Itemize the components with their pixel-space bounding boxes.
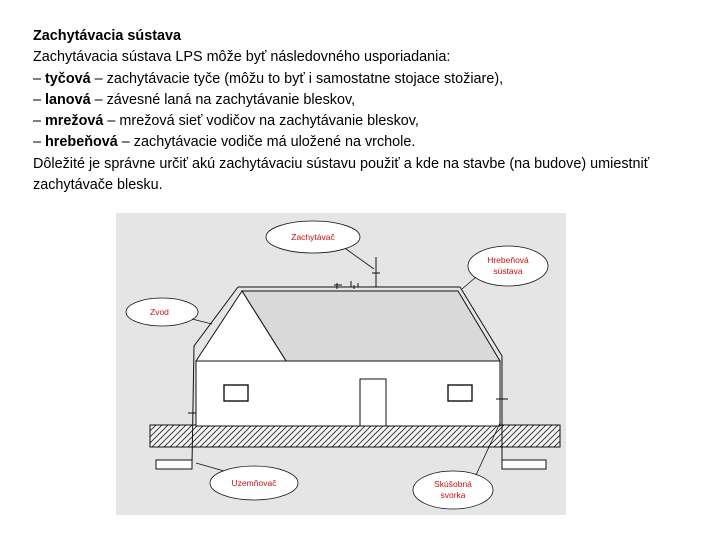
heading: Zachytávacia sústava [33,28,181,44]
earth-plate-right [502,460,546,469]
house-roof [242,291,500,361]
label-earthing: Uzemňovač [231,478,277,488]
label-ridge-system-2: sústava [493,266,523,276]
lps-diagram-svg [116,213,566,515]
ground-layer [150,425,560,447]
list-term: hrebeňová [45,134,118,151]
window-right [448,385,472,401]
list-item [33,69,703,90]
list-description: – zachytávacie tyče (môžu to byť i samostatne stojace stožiare), [90,70,504,87]
label-test-clamp-1: Skúšobná [434,479,472,489]
list-term: mrežová [45,113,104,130]
intro-text: Zachytávacia sústava LPS môže byť následovného usporiadania: [33,49,451,66]
door [360,379,386,426]
list-term: tyčová [45,70,91,87]
label-ridge-system-1: Hrebeňová [487,255,529,265]
list-description: – závesné laná na zachytávanie bleskov, [90,91,356,108]
label-air-terminal: Zachytávač [291,232,335,242]
list-dash: – [33,113,46,130]
list-item [33,111,703,132]
list-dash: – [33,70,46,87]
list-term: lanová [45,91,91,108]
list-item [33,132,703,153]
list-dash: – [33,91,46,108]
list-dash: – [33,134,46,151]
note-text: Dôležité je správne určiť akú zachytávaciu sústavu použiť a kde na stavbe (na budove) umiestniť zachytávače blesku. [33,155,650,194]
earth-plate-left [156,460,192,469]
text-block [33,26,703,196]
label-test-clamp-2: svorka [440,490,466,500]
list-description: – mrežová sieť vodičov na zachytávanie bleskov, [103,113,419,130]
label-down-conductor: Zvod [150,307,169,317]
list-description: – zachytávacie vodiče má uložené na vrchole. [117,134,416,151]
window-left [224,385,248,401]
lps-diagram [116,213,566,515]
list-item [33,90,703,111]
